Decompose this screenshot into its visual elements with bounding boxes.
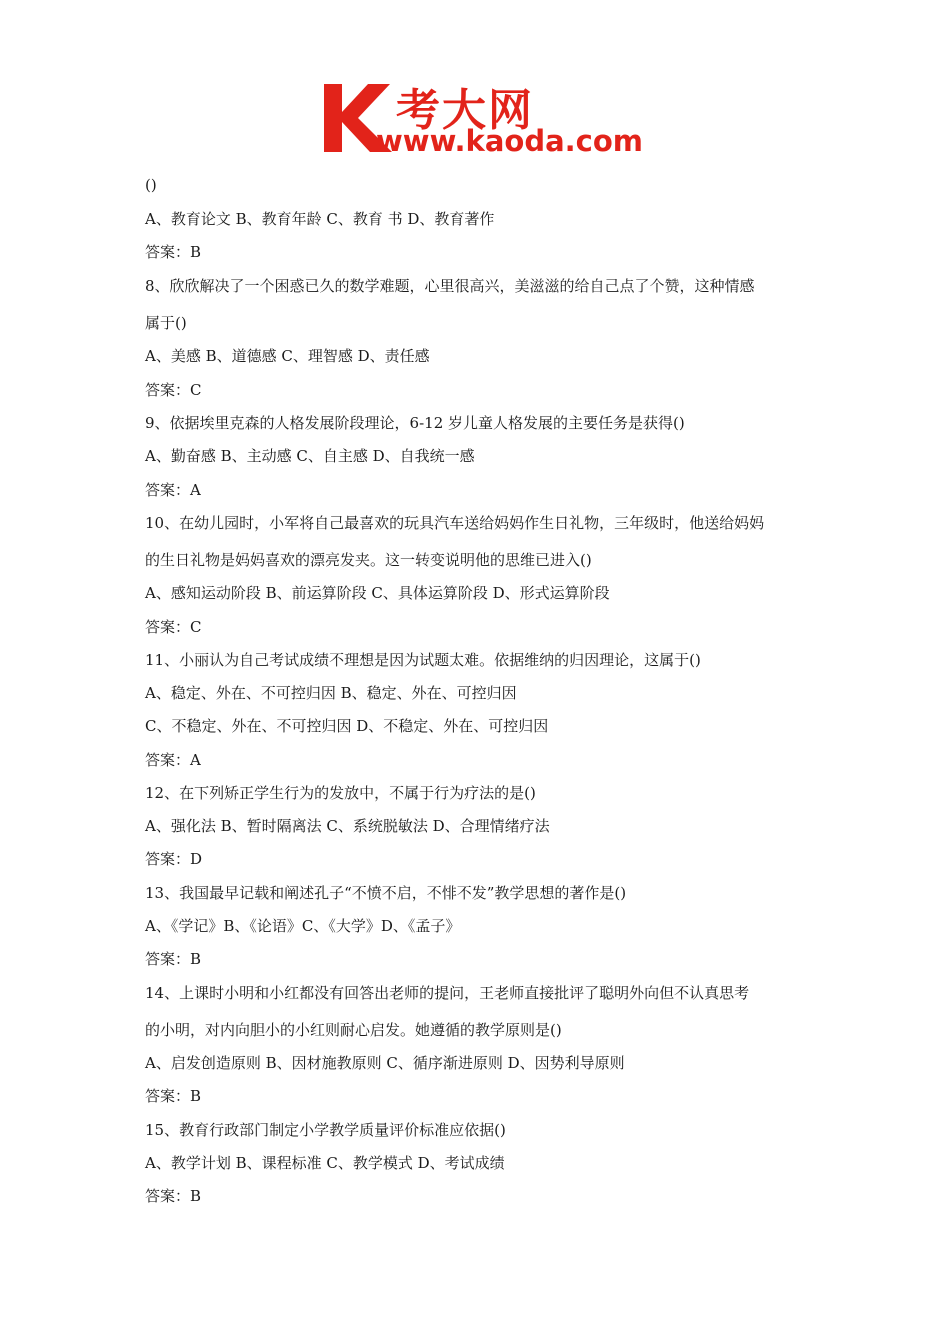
answer-line: 答案：B — [145, 950, 202, 968]
text-line: () — [145, 176, 157, 194]
answer-line: 答案：C — [145, 618, 202, 636]
answer-line: 答案：C — [145, 381, 202, 399]
question-line: 属于() — [145, 314, 187, 332]
question-line: 10、在幼儿园时，小军将自己最喜欢的玩具汽车送给妈妈作生日礼物，三年级时，他送给妈妈 — [145, 514, 765, 532]
options-line: A、启发创造原则 B、因材施教原则 C、循序渐进原则 D、因势利导原则 — [145, 1054, 625, 1072]
logo-url: www.kaoda.com — [376, 124, 643, 158]
question-line: 11、小丽认为自己考试成绩不理想是因为试题太难。依据维纳的归因理论，这属于() — [145, 651, 701, 669]
options-line: A、感知运动阶段 B、前运算阶段 C、具体运算阶段 D、形式运算阶段 — [145, 584, 610, 602]
answer-line: 答案：A — [145, 751, 201, 769]
options-line: A、勤奋感 B、主动感 C、自主感 D、自我统一感 — [145, 447, 475, 465]
text-line: A、教育论文 B、教育年龄 C、教育 书 D、教育著作 — [145, 210, 495, 228]
options-line: A、《学记》B、《论语》C、《大学》D、《孟子》 — [145, 917, 461, 935]
options-line: A、美感 B、道德感 C、理智感 D、责任感 — [145, 347, 430, 365]
question-line: 14、上课时小明和小红都没有回答出老师的提问，王老师直接批评了聪明外向但不认真思考 — [145, 984, 750, 1002]
site-logo — [318, 78, 648, 162]
question-line: 15、教育行政部门制定小学教学质量评价标准应依据() — [145, 1121, 506, 1139]
answer-line: 答案：D — [145, 850, 203, 868]
question-line: 的生日礼物是妈妈喜欢的漂亮发夹。这一转变说明他的思维已进入() — [145, 551, 592, 569]
logo-title: 考大网 — [396, 85, 534, 136]
question-line: 8、欣欣解决了一个困惑已久的数学难题，心里很高兴，美滋滋的给自己点了个赞，这种情感 — [145, 277, 755, 295]
answer-line: 答案：B — [145, 1087, 202, 1105]
question-line: 12、在下列矫正学生行为的发放中，不属于行为疗法的是() — [145, 784, 536, 802]
options-line: A、稳定、外在、不可控归因 B、稳定、外在、可控归因 — [145, 684, 517, 702]
answer-line: 答案：B — [145, 243, 202, 261]
options-line: C、不稳定、外在、不可控归因 D、不稳定、外在、可控归因 — [145, 717, 549, 735]
question-line: 的小明，对内向胆小的小红则耐心启发。她遵循的教学原则是() — [145, 1021, 562, 1039]
options-line: A、强化法 B、暂时隔离法 C、系统脱敏法 D、合理情绪疗法 — [145, 817, 550, 835]
options-line: A、教学计划 B、课程标准 C、教学模式 D、考试成绩 — [145, 1154, 505, 1172]
question-line: 13、我国最早记载和阐述孔子“不愤不启，不悱不发”教学思想的著作是() — [145, 884, 627, 902]
answer-line: 答案：A — [145, 481, 201, 499]
question-line: 9、依据埃里克森的人格发展阶段理论，6-12 岁儿童人格发展的主要任务是获得() — [145, 414, 685, 432]
answer-line: 答案：B — [145, 1187, 202, 1205]
